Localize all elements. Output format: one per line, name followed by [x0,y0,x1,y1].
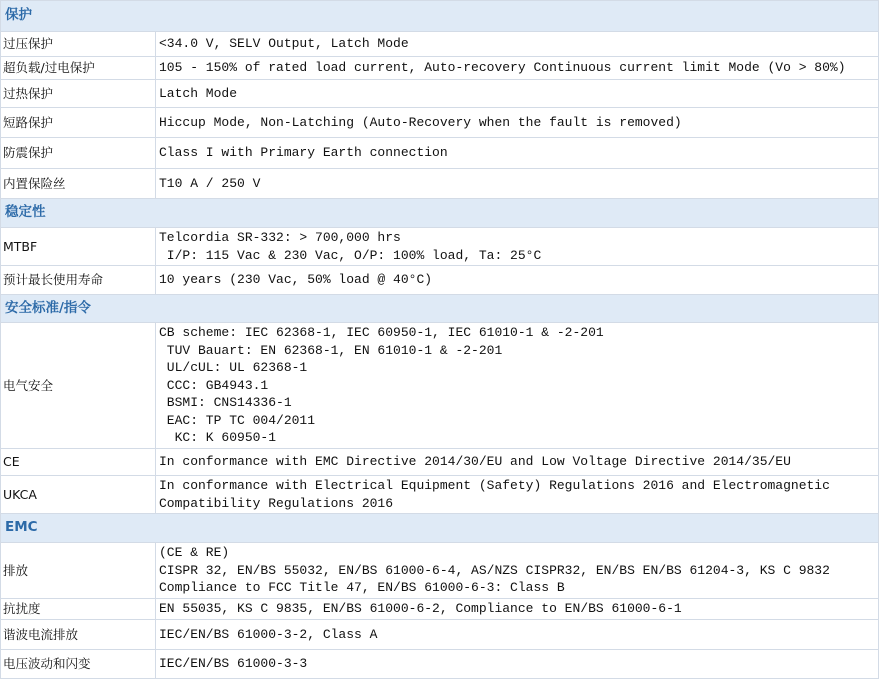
table-row [1,650,879,679]
row-label: 电压波动和闪变 [1,650,156,679]
value-line: (CE & RE) [159,545,230,561]
row-label: 短路保护 [1,108,156,138]
row-value: 105 - 150% of rated load current, Auto-recovery Continuous current limit Mode (Vo > 80%) [156,57,879,80]
row-value [156,476,879,514]
row-label: UKCA [1,476,156,514]
section-title: 保护 [1,1,879,32]
table-row [1,108,879,138]
row-value: 10 years (230 Vac, 50% load @ 40°C) [156,266,879,295]
row-label: 抗扰度 [1,599,156,620]
row-value: T10 A / 250 V [156,169,879,199]
row-label: 防震保护 [1,138,156,169]
row-label: CE [1,449,156,476]
value-line: CISPR 32, EN/BS 55032, EN/BS 61000-6-4, AS/NZS CISPR32, EN/BS EN/BS 61204-3, KS C 9832 [159,562,830,578]
value-line: In conformance with Electrical Equipment (Safety) Regulations 2016 and Electromagnetic [159,478,830,493]
value-line: UL/cUL: UL 62368-1 [159,360,308,376]
table-row [1,228,879,266]
row-label: 内置保险丝 [1,169,156,199]
row-value [156,228,879,266]
value-line: BSMI: CNS14336-1 [159,395,292,411]
row-label: 排放 [1,543,156,599]
table-row [1,169,879,199]
row-value: Hiccup Mode, Non-Latching (Auto-Recovery when the fault is removed) [156,108,879,138]
row-label: MTBF [1,228,156,266]
section-title: 稳定性 [1,199,879,228]
value-line: EAC: TP TC 004/2011 [159,412,316,428]
row-value: <34.0 V, SELV Output, Latch Mode [156,32,879,57]
value-line: CCC: GB4943.1 [159,377,269,393]
row-value: In conformance with EMC Directive 2014/30/EU and Low Voltage Directive 2014/35/EU [156,449,879,476]
value-line: Compatibility Regulations 2016 [159,495,394,511]
row-label: 预计最长使用寿命 [1,266,156,295]
table-row [1,80,879,108]
table-row [1,323,879,449]
row-label: 超负载/过电保护 [1,57,156,80]
row-value: EN 55035, KS C 9835, EN/BS 61000-6-2, Compliance to EN/BS 61000-6-1 [156,599,879,620]
section-header-protection [1,1,879,32]
row-value: Latch Mode [156,80,879,108]
row-label: 电气安全 [1,323,156,449]
section-title: EMC [1,514,879,543]
section-header-safety [1,295,879,323]
row-label: 谐波电流排放 [1,620,156,650]
table-row [1,620,879,650]
table-row [1,32,879,57]
table-row [1,449,879,476]
value-line: I/P: 115 Vac & 230 Vac, O/P: 100% load, Ta: 25°C [159,247,542,263]
section-title: 安全标准/指令 [1,295,879,323]
value-line: Compliance to FCC Title 47, EN/BS 61000-6-3: Class B [159,580,565,596]
row-value: IEC/EN/BS 61000-3-2, Class A [156,620,879,650]
table-row [1,138,879,169]
row-value: IEC/EN/BS 61000-3-3 [156,650,879,679]
value-line: CB scheme: IEC 62368-1, IEC 60950-1, IEC 61010-1 & -2-201 [159,325,604,341]
table-row [1,476,879,514]
row-value [156,543,879,599]
row-value: Class I with Primary Earth connection [156,138,879,169]
table-row [1,266,879,295]
table-row [1,543,879,599]
value-line: KC: K 60950-1 [159,430,277,446]
row-label: 过压保护 [1,32,156,57]
table-row [1,599,879,620]
table-row [1,57,879,80]
value-line: TUV Bauart: EN 62368-1, EN 61010-1 & -2-201 [159,342,503,358]
row-value [156,323,879,449]
section-header-emc [1,514,879,543]
section-header-stability [1,199,879,228]
row-label: 过热保护 [1,80,156,108]
value-line: Telcordia SR-332: > 700,000 hrs [159,230,401,245]
